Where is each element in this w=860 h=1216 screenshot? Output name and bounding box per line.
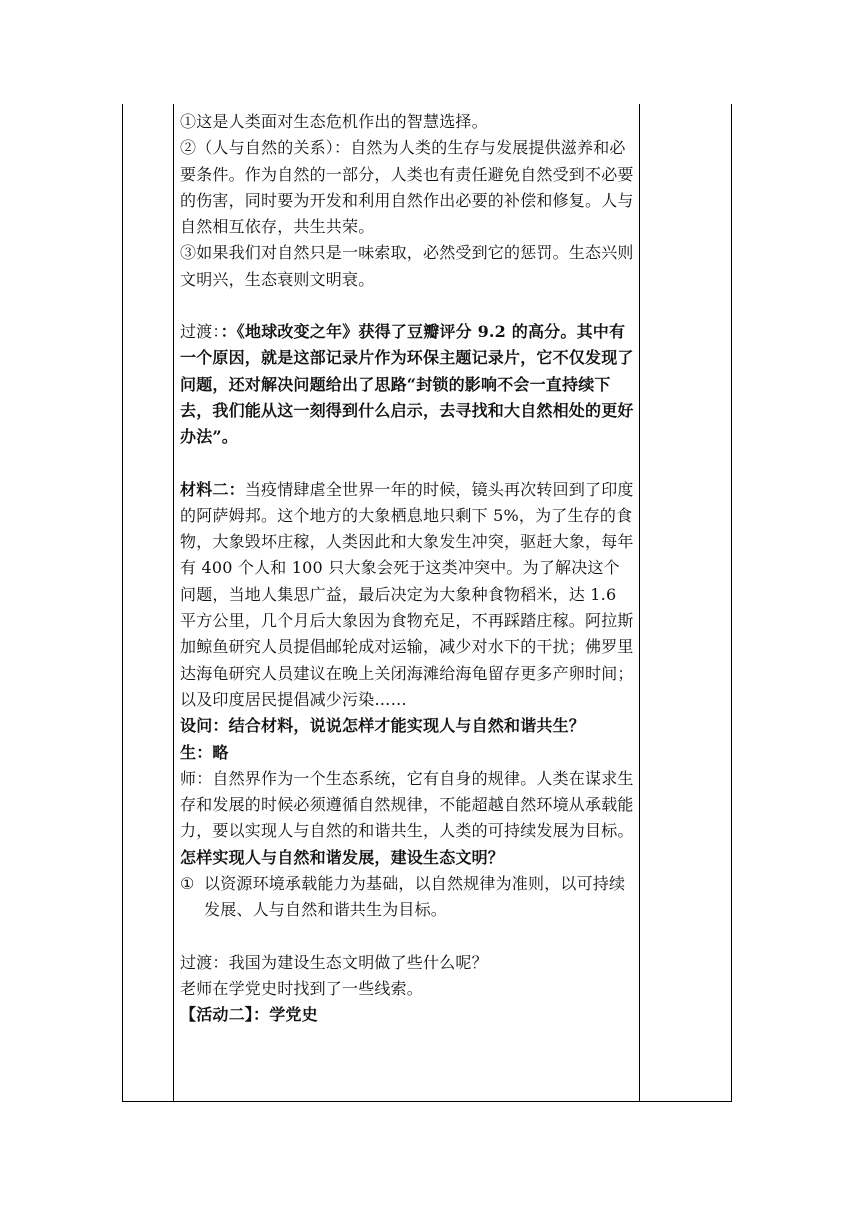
transition-1 [180,319,636,450]
material-2-lead: 材料二： [180,479,245,499]
numbered-item-1 [180,871,636,924]
how-heading: 怎样实现人与自然和谐发展，建设生态文明？ [180,847,505,867]
transition-1-body: ：《地球改变之年》获得了豆瓣评分 9.2 的高分。其中有一个原因，就是这部记录片作为环保主题记录片，它不仅发现了问题，还对解决问题给出了思路“封锁的影响不会一直持续下去，我们能从这一刻得到什么启示，去寻找和大自然相处的更好办法”。 [180,322,634,447]
point-1-text: ①这是人类面对生态危机作出的智慧选择。 [180,112,488,131]
lesson-content-cell [180,109,636,1029]
transition-2: 过渡：我国为建设生态文明做了些什么呢？ [180,952,488,972]
student-answer: 生：略 [180,742,229,762]
material-2 [180,477,636,714]
point-2-text: ②（人与自然的关系）：自然为人类的生存与发展提供滋养和必要条件。作为自然的一部分，人类也有责任避免自然受到不必要的伤害，同时要为开发和利用自然作出必要的补偿和修复。人与自然相互依存，共生共荣。 [180,138,634,237]
spacer [180,293,636,319]
table-column-divider-left [173,104,174,1101]
question-text: 设问：结合材料，说说怎样才能实现人与自然和谐共生？ [180,716,586,736]
point-3-text: ③如果我们对自然只是一味索取，必然受到它的惩罚。生态兴则文明兴，生态衰则文明衰。 [180,243,634,289]
teacher-clue: 老师在学党史时找到了一些线索。 [180,978,424,998]
material-2-body: 当疫情肆虐全世界一年的时候，镜头再次转回到了印度的阿萨姆邦。这个地方的大象栖息地只剩下 5%，为了生存的食物，大象毁坏庄稼，人类因此和大象发生冲突，驱赶大象，每年有 400 个人和 100 只大象会死于这类冲突中。为了解决这个问题，当地人集思广益，最后决定为大象种食物稻米，达 1.6 平方公里，几个月后大象因为食物充足，不再踩踏庄稼。阿拉斯加鲸鱼研究人员提倡邮轮成对运输，减少对水下的干扰；佛罗里达海龟研究人员建议在晚上关闭海滩给海龟留存更多产卵时间；以及印度居民提倡减少污染…… [180,479,634,709]
spacer [180,924,636,950]
item-number: ① [180,874,195,894]
transition-1-lead: 过渡： [180,322,221,342]
item-text: 以资源环境承载能力为基础，以自然规律为准则，以可持续发展、人与自然和谐共生为目标。 [204,874,626,920]
teacher-explanation: 师：自然界作为一个生态系统，它有自身的规律。人类在谋求生存和发展的时候必须遵循自然规律，不能超越自然环境从承载能力，要以实现人与自然的和谐共生，人类的可持续发展为目标。 [180,768,634,841]
table-column-divider-right [639,104,640,1101]
spacer [180,451,636,477]
activity-2-heading: 【活动二】：学党史 [180,1005,318,1025]
